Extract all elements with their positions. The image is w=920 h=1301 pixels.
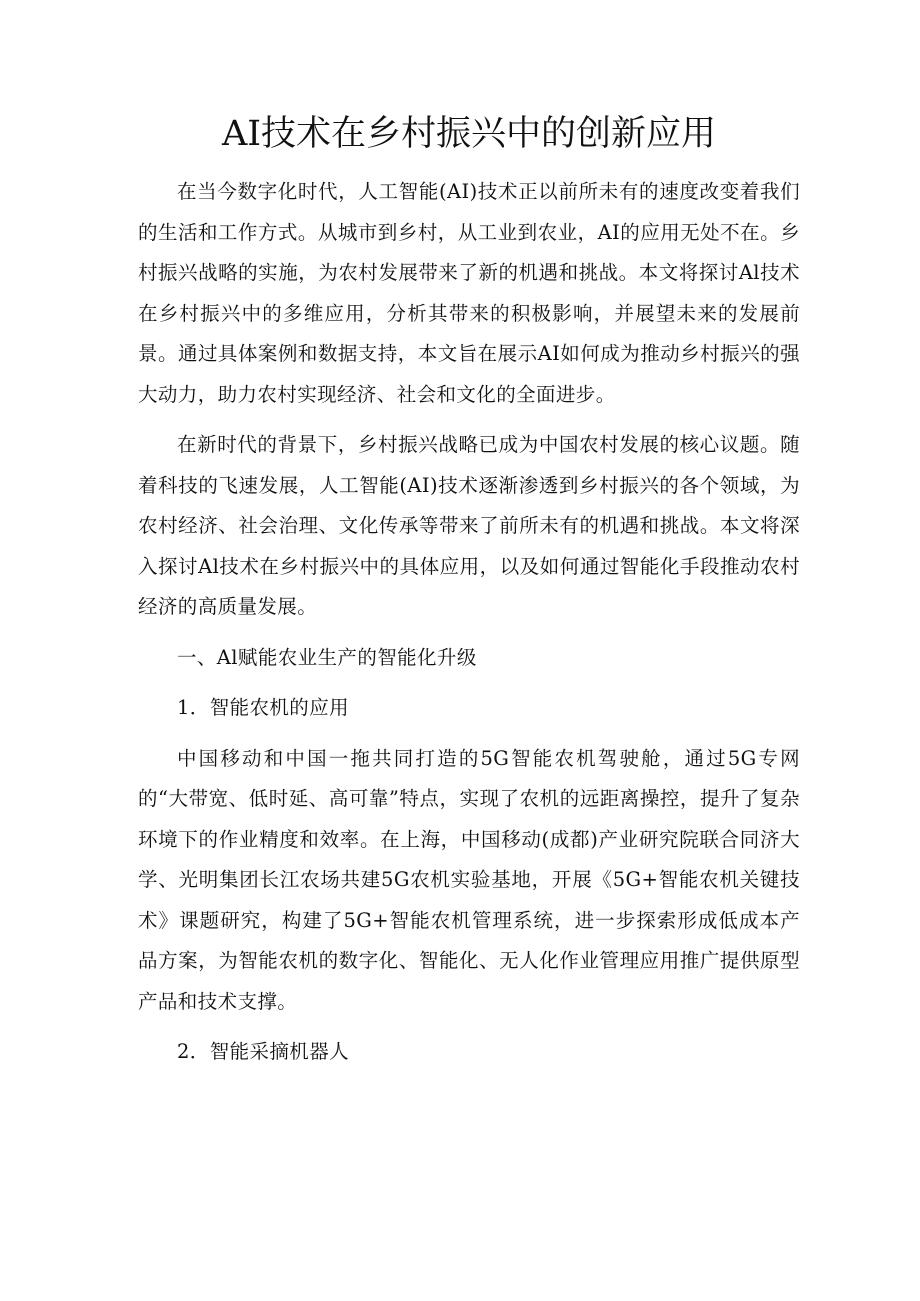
intro-paragraph-2: 在新时代的背景下，乡村振兴战略已成为中国农村发展的核心议题。随着科技的飞速发展，人工智能(AI)技术逐渐渗透到乡村振兴的各个领域，为农村经济、社会治理、文化传承等带来了前所未有的机遇和挑战。本文将深入探讨Al技术在乡村振兴中的具体应用，以及如何通过智能化手段推动农村经济的高质量发展。 [138, 433, 800, 618]
paragraph-spacer [138, 1022, 800, 1032]
paragraph-spacer [138, 678, 800, 688]
subsection-heading-2: 2．智能采摘机器人 [177, 1040, 350, 1063]
paragraph-spacer [138, 628, 800, 638]
document-title: AI技术在乡村振兴中的创新应用 [221, 114, 717, 154]
paragraph-spacer [138, 415, 800, 425]
paragraph-spacer [138, 729, 800, 739]
subsection-1-paragraph: 中国移动和中国一拖共同打造的5G智能农机驾驶舱，通过5G专网的“大带宽、低时延、高可靠”特点，实现了农机的远距离操控，提升了复杂环境下的作业精度和效率。在上海，中国移动(成都)产业研究院联合同济大学、光明集团长江农场共建5G农机实验基地，开展《5G+智能农机关键技术》课题研究，构建了5G+智能农机管理系统，进一步探索形成低成本产品方案，为智能农机的数字化、智能化、无人化作业管理应用推广提供原型产品和技术支撑。 [138, 746, 800, 1013]
intro-paragraph-1: 在当今数字化时代，人工智能(AI)技术正以前所未有的速度改变着我们的生活和工作方式。从城市到乡村，从工业到农业，AI的应用无处不在。乡村振兴战略的实施，为农村发展带来了新的机遇和挑战。本文将探讨Al技术在乡村振兴中的多维应用，分析其带来的积极影响，并展望未来的发展前景。通过具体案例和数据支持，本文旨在展示AI如何成为推动乡村振兴的强大动力，助力农村实现经济、社会和文化的全面进步。 [138, 180, 800, 406]
section-heading-1: 一、Al赋能农业生产的智能化升级 [177, 645, 477, 669]
subsection-heading-1: 1．智能农机的应用 [177, 696, 350, 719]
